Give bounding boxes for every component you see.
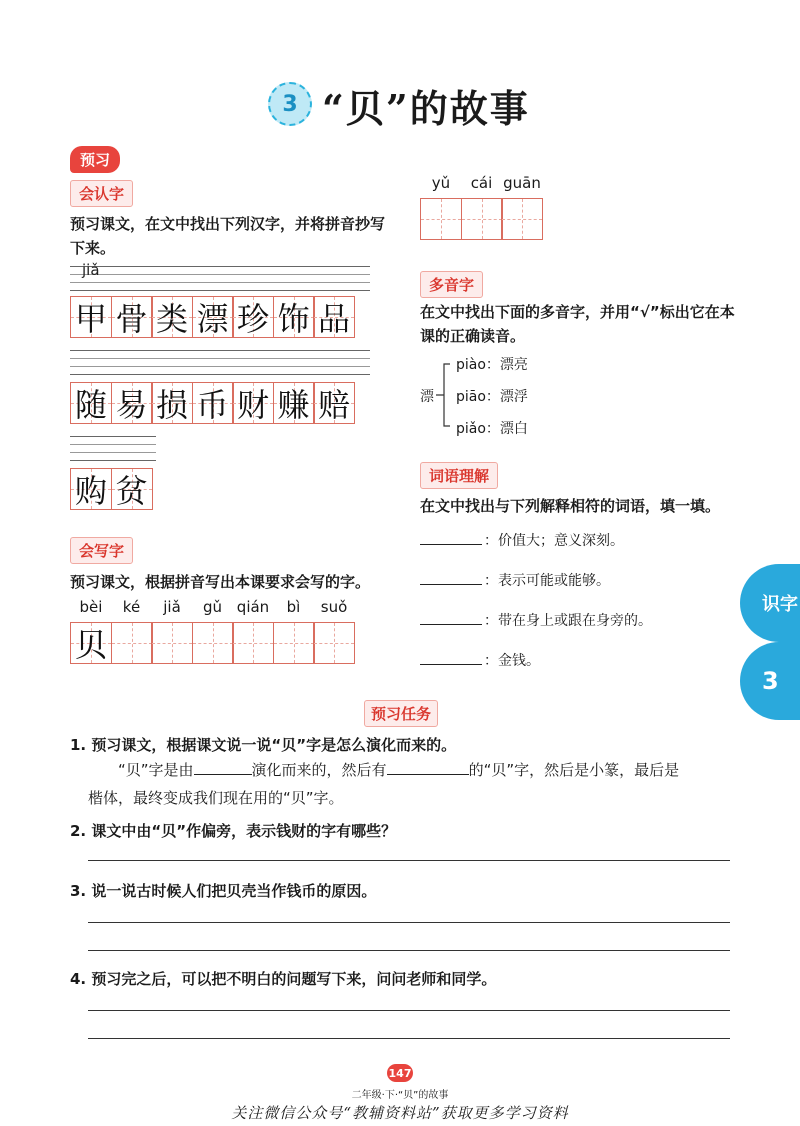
- char-cell: [151, 296, 193, 338]
- recognize-row-1: [70, 296, 354, 338]
- char-cell: [313, 382, 355, 424]
- char-cell: [192, 382, 234, 424]
- char-cell: [273, 382, 315, 424]
- recognize-row-3: [70, 468, 151, 510]
- char-cell: [70, 468, 112, 510]
- words-instruction: 在文中找出与下列解释相符的词语，填一填。: [420, 497, 721, 515]
- polyphone-option-3[interactable]: piǎo：漂白: [456, 421, 528, 437]
- right-grid: [420, 198, 542, 240]
- task-3: 3. 说一说古时候人们把贝壳当作钱币的原因。: [70, 882, 377, 900]
- recognize-row-2: [70, 382, 354, 424]
- answer-blank[interactable]: [420, 664, 482, 665]
- char-text: 随: [74, 386, 107, 424]
- char-cell: [313, 296, 355, 338]
- sample-pinyin: jiǎ: [82, 261, 100, 279]
- page-number: 147: [387, 1064, 413, 1082]
- pinyin-label: cái: [470, 174, 493, 192]
- preview-badge: 预习: [70, 146, 120, 173]
- char-text: 类: [155, 300, 188, 338]
- char-text: 品: [317, 300, 350, 338]
- task-1-text: “贝”字是由 演化而来的，然后有 的“贝”字，然后是小篆，最后是: [118, 761, 680, 779]
- char-cell[interactable]: [420, 198, 462, 240]
- char-text: 骨: [115, 300, 148, 338]
- char-cell[interactable]: [192, 622, 234, 664]
- char-text: 赚: [277, 386, 310, 424]
- footer-caption: 二年级·下·“贝”的故事: [351, 1090, 449, 1101]
- pinyin-staff: [70, 348, 370, 376]
- pinyin-staff: [70, 261, 370, 292]
- definition-2: ：表示可能或能够。: [420, 570, 610, 590]
- char-text: 饰: [277, 300, 310, 338]
- lesson-number: 3: [268, 82, 312, 126]
- char-text: 损: [155, 386, 188, 424]
- char-text: 易: [115, 386, 148, 424]
- polyphone-char: 漂: [420, 389, 434, 405]
- definition-1: ：价值大；意义深刻。: [420, 530, 624, 550]
- char-cell: [111, 468, 153, 510]
- task-1: 1. 预习课文，根据课文说一说“贝”字是怎么演化而来的。: [70, 736, 457, 754]
- task-2: 2. 课文中由“贝”作偏旁，表示钱财的字有哪些？: [70, 822, 397, 840]
- char-cell[interactable]: [232, 622, 274, 664]
- words-tag: 词语理解: [420, 462, 498, 489]
- char-cell[interactable]: [273, 622, 315, 664]
- char-cell[interactable]: [111, 622, 153, 664]
- char-text: 贝: [74, 626, 107, 664]
- definition-4: ：金钱。: [420, 650, 540, 670]
- fill-blank[interactable]: [387, 774, 469, 775]
- pinyin-label: jiǎ: [163, 598, 181, 616]
- char-cell: [111, 296, 153, 338]
- pinyin-label: ké: [122, 598, 141, 616]
- tasks-title: 预习任务: [364, 700, 438, 727]
- char-cell: [273, 296, 315, 338]
- char-text: 购: [74, 472, 107, 510]
- char-text: 漂: [196, 300, 229, 338]
- pinyin-label: bèi: [79, 598, 103, 616]
- polyphone-option-1[interactable]: piào：漂亮: [456, 357, 528, 373]
- pinyin-label: bì: [286, 598, 301, 616]
- task-4: 4. 预习完之后，可以把不明白的问题写下来，问问老师和同学。: [70, 970, 497, 988]
- pinyin-label: yǔ: [431, 174, 451, 192]
- recognize-tag: 会认字: [70, 180, 133, 207]
- polyphone-instruction: 在文中找出下面的多音字，并用“√”标出它在本课的正确读音。: [420, 303, 735, 345]
- char-cell: [70, 296, 112, 338]
- fill-blank[interactable]: [194, 774, 252, 775]
- char-cell: [151, 382, 193, 424]
- definition-3: ：带在身上或跟在身旁的。: [420, 610, 652, 630]
- pinyin-label: gǔ: [202, 598, 223, 616]
- write-instruction: 预习课文，根据拼音写出本课要求会写的字。: [70, 573, 371, 591]
- char-text: 赔: [317, 386, 350, 424]
- char-cell: [232, 382, 274, 424]
- answer-line[interactable]: [88, 950, 730, 951]
- char-text: 币: [196, 386, 229, 424]
- char-cell: [232, 296, 274, 338]
- answer-line[interactable]: [88, 860, 730, 861]
- right-pinyin-row: [420, 174, 542, 192]
- char-cell: [111, 382, 153, 424]
- answer-line[interactable]: [88, 922, 730, 923]
- side-tab-lesson[interactable]: 3: [740, 642, 800, 720]
- char-text: 甲: [74, 300, 107, 338]
- char-cell: [192, 296, 234, 338]
- answer-line[interactable]: [88, 1038, 730, 1039]
- polyphone-option-2[interactable]: piāo：漂浮: [456, 389, 528, 405]
- footer-watermark: 关注微信公众号“教辅资料站”获取更多学习资料: [231, 1104, 569, 1122]
- char-cell[interactable]: [501, 198, 543, 240]
- write-grid: [70, 622, 354, 664]
- char-text: 珍: [236, 300, 269, 338]
- char-cell: [70, 382, 112, 424]
- write-pinyin-row: [70, 598, 354, 616]
- answer-blank[interactable]: [420, 624, 482, 625]
- pinyin-label: qián: [236, 598, 270, 616]
- write-tag: 会写字: [70, 537, 133, 564]
- answer-line[interactable]: [88, 1010, 730, 1011]
- char-cell[interactable]: [461, 198, 503, 240]
- char-cell: [70, 622, 112, 664]
- side-tab-category[interactable]: 识字: [740, 564, 800, 642]
- pinyin-staff: [70, 434, 156, 462]
- answer-blank[interactable]: [420, 544, 482, 545]
- task-1-text-cont: 楷体，最终变成我们现在用的“贝”字。: [88, 789, 344, 807]
- char-text: 贫: [115, 472, 148, 510]
- brace-icon: [436, 362, 452, 430]
- char-text: 财: [236, 386, 269, 424]
- char-cell[interactable]: [151, 622, 193, 664]
- pinyin-label: guān: [503, 174, 541, 192]
- pinyin-label: suǒ: [320, 598, 348, 616]
- char-cell[interactable]: [313, 622, 355, 664]
- page-title: “贝”的故事: [322, 86, 530, 131]
- recognize-instruction: 预习课文，在文中找出下列汉字，并将拼音抄写下来。: [70, 215, 386, 257]
- answer-blank[interactable]: [420, 584, 482, 585]
- polyphone-tag: 多音字: [420, 271, 483, 298]
